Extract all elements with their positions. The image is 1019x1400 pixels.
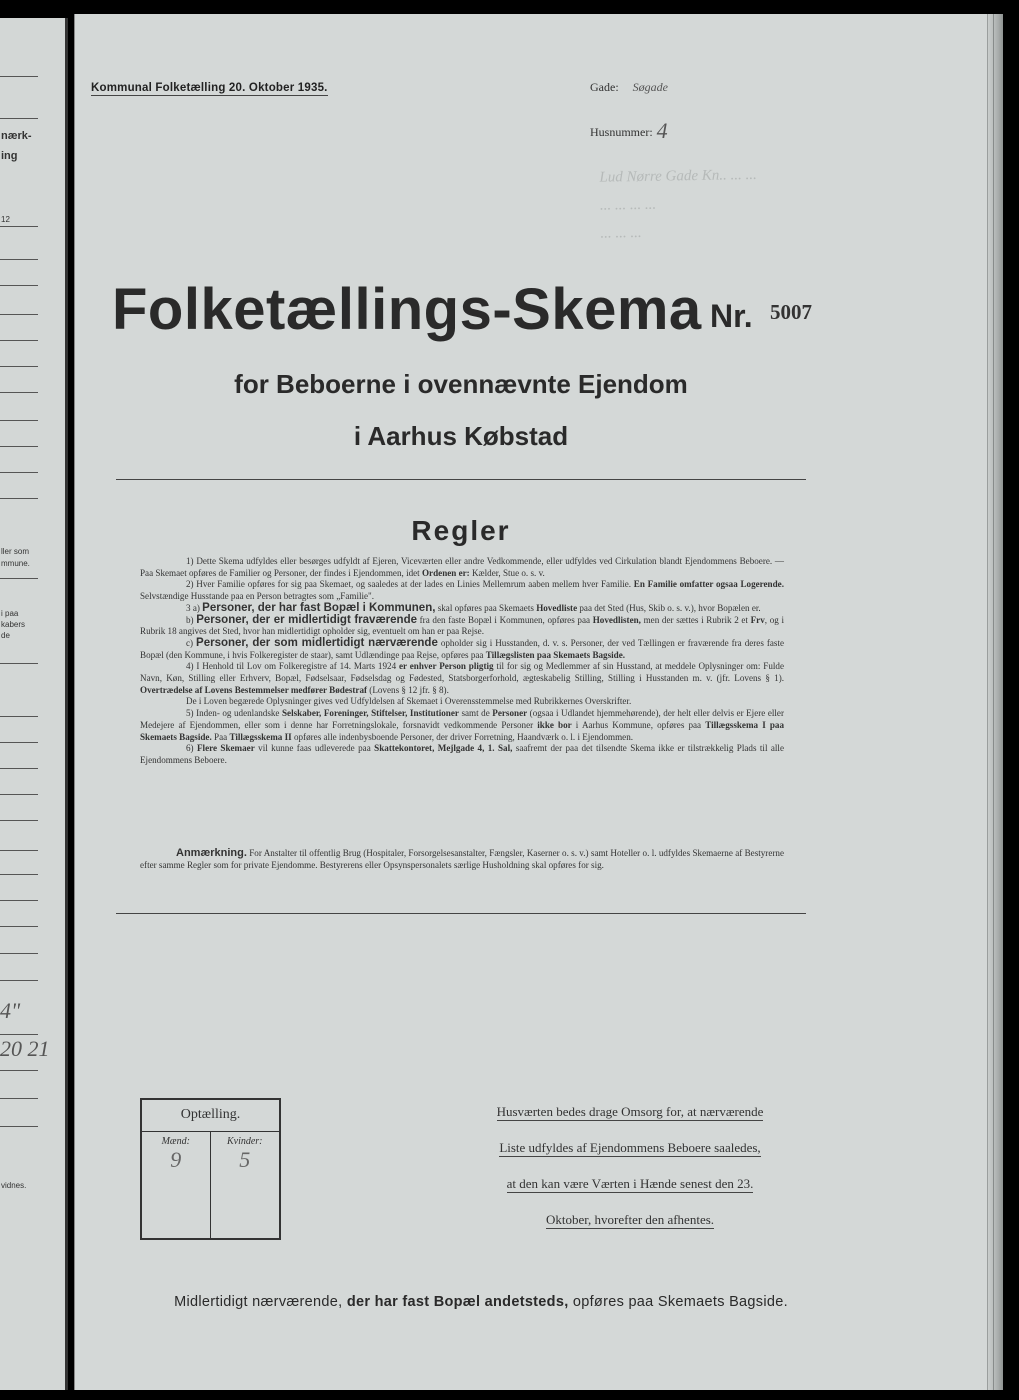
rule-text: samt de — [458, 708, 493, 719]
street-value: Søgade — [632, 80, 668, 94]
rule-emphasis: Overtrædelse af Lovens Bestemmelser medfører Bødestraf — [140, 684, 368, 695]
house-number-value: 4 — [656, 118, 668, 143]
form-number-label: Nr. — [710, 298, 753, 334]
rule-4-note — [140, 696, 784, 708]
margin-rule — [0, 1126, 38, 1127]
notice-line — [440, 1102, 820, 1138]
margin-rule — [0, 716, 38, 717]
margin-rule — [0, 1034, 38, 1035]
margin-rule — [0, 498, 38, 499]
rule-text: 3 a) — [186, 602, 203, 613]
census-date-line: Kommunal Folketælling 20. Oktober 1935. — [91, 82, 328, 94]
rule-text: 2) Hver Familie opføres for sig paa Skemaet, og saaledes at der lades en Linies Mellemrum aaben mellem hver Familie. — [186, 579, 634, 590]
margin-rule — [0, 980, 38, 981]
notice-text: Oktober, hvorefter den afhentes. — [545, 1212, 715, 1227]
house-number-label: Husnummer: — [590, 125, 653, 139]
rule-emphasis: ikke bor — [537, 719, 572, 730]
rule-text: b) — [186, 614, 197, 625]
notice-text: Liste udfyldes af Ejendommens Beboere saaledes, — [499, 1140, 761, 1155]
rule-text: vil kunne faas udleverede paa — [254, 743, 375, 754]
rule-1 — [140, 556, 784, 579]
rule-text: 1) Dette Skema udfyldes eller besørges udfyldt af Ejeren, Viceværten eller andre Vedkommende, eller udfyldes ved Cirkulation blandt Ejendommens Beboere. — Paa Skemaet opføres de Familier og Personer, der findes i Ejendommen, idet — [140, 556, 784, 578]
margin-label: nærk- — [1, 130, 32, 142]
footer-note — [116, 1294, 846, 1310]
margin-label: ing — [1, 150, 18, 162]
margin-rule — [0, 118, 38, 119]
rule-emphasis: Hovedlisten, — [592, 614, 641, 625]
rule-text: til for sig og Medlemmer af sin Husstand, at meddele Oplysninger om: Fulde Navn, Køn, Stilling eller Erhverv, Bopæl, Fødselsaar, Fødselsdag og Fødested, Statsborgerforhold, ægteskabelig Stilling, Stilling i Husstanden m. v. (jfr. Lovens § 1). — [140, 661, 784, 684]
margin-rule — [0, 1070, 38, 1071]
rule-emphasis: Frv — [750, 614, 765, 625]
faint-bleedthrough-text — [599, 156, 1019, 253]
margin-rule — [0, 285, 38, 286]
rule-text: Paa — [211, 731, 230, 742]
margin-rule — [0, 926, 38, 927]
margin-rule — [0, 366, 38, 367]
women-count-label: Kvinder: — [226, 1136, 263, 1147]
footer-text: Midlertidigt nærværende, — [174, 1294, 347, 1310]
margin-rule — [0, 314, 38, 315]
margin-label: kabers — [1, 620, 26, 629]
rule-heading-text: Personer, der har fast Bopæl i Kommunen, — [202, 601, 436, 614]
footer-emphasis: der har fast Bopæl andetsteds, — [346, 1294, 569, 1310]
faint-line: ... ... ... — [600, 224, 642, 242]
house-number-field — [590, 118, 668, 144]
rule-emphasis: Tillægslisten paa Skemaets Bagside. — [485, 649, 626, 660]
rule-emphasis: Skattekontoret, Mejlgade 4, 1. Sal, — [374, 743, 513, 754]
margin-label: mmune. — [1, 559, 30, 568]
rule-text: fra den faste Bopæl i Kommunen, opføres paa — [417, 614, 593, 625]
notice-line — [440, 1174, 820, 1210]
rule-text: 6) — [186, 743, 197, 754]
rule-text: opholder sig i Husstanden, d. v. s. Personer, der ved Tællingen er fraværende fra deres faste Bopæl (den Kommune, i hvis Folkeregister de staar), samt Udlændinge paa Rejse, opføres paa — [140, 637, 785, 660]
rule-text: paa det Sted (Hus, Skib o. s. v.), hvor Bopælen er. — [577, 602, 761, 613]
margin-handwriting: 4" — [0, 998, 21, 1023]
margin-rule — [0, 420, 38, 421]
women-count-cell — [211, 1132, 280, 1240]
margin-rule — [0, 794, 38, 795]
street-field — [590, 80, 668, 95]
rule-text: 4) I Henhold til Lov om Folkeregistre af 14. Marts 1924 — [186, 661, 399, 672]
street-label: Gade: — [590, 80, 619, 94]
rule-text: (ogsaa i Udlandet hjemmehørende), der helt eller delvis er Ejere eller Medejere af Ejendommen, eller som i denne har Forretningslokale, forsnavidt vedkommende Personer — [140, 708, 784, 730]
rule-text: opføres alle indenbysboende Personer, der driver Forretning, Haandværk o. l. i Ejendommen. — [291, 731, 634, 742]
rule-emphasis: Personer — [492, 708, 528, 719]
rule-2 — [140, 579, 784, 602]
margin-label: ller som — [1, 547, 30, 556]
margin-rule — [0, 768, 38, 769]
rule-emphasis: Hovedliste — [536, 602, 578, 613]
margin-label: 12 — [1, 215, 10, 224]
rule-text: skal opføres paa Skemaets — [435, 602, 537, 613]
women-count-value: 5 — [239, 1147, 251, 1172]
rules-heading: Regler — [411, 515, 511, 546]
rule-5 — [140, 708, 784, 743]
men-count-value: 9 — [170, 1147, 182, 1172]
rule-text: , og i Rubrik 18 angives det Sted, hvor han midlertidigt opholder sig, eventuelt om han er paa Rejse. — [140, 614, 784, 637]
men-count-label: Mænd: — [161, 1136, 190, 1147]
margin-rule — [0, 578, 38, 579]
faint-line: ... ... ... ... — [599, 196, 657, 214]
form-subtitle-city: i Aarhus Købstad — [353, 421, 569, 451]
rule-text: (Lovens § 12 jfr. § 8). — [367, 684, 449, 695]
margin-rule — [0, 226, 38, 227]
margin-rule — [0, 472, 38, 473]
rules-body — [140, 556, 784, 767]
rule-6 — [140, 743, 784, 766]
notice-text: at den kan være Værten i Hænde senest den 23. — [506, 1176, 754, 1191]
rule-text: men der sættes i Rubrik 2 et — [640, 614, 751, 625]
rule-text: saafremt der paa det tilsendte Skema ikke er tilstrækkelig Plads til alle Ejendommens Beboere. — [140, 743, 784, 765]
rule-emphasis: Flere Skemaer — [196, 743, 255, 754]
divider — [116, 913, 806, 914]
men-count-cell — [142, 1132, 211, 1240]
margin-rule — [0, 953, 38, 954]
divider — [116, 479, 806, 480]
rule-text: 5) Inden- og udenlandske — [186, 708, 282, 719]
left-facing-page — [0, 18, 68, 1390]
rule-emphasis: Tillægsskema II — [229, 731, 292, 742]
form-number-value: 5007 — [770, 300, 812, 324]
form-subtitle: for Beboerne i ovennævnte Ejendom — [234, 369, 688, 399]
margin-label: vidnes. — [1, 1181, 27, 1190]
margin-rule — [0, 663, 38, 664]
margin-rule — [0, 742, 38, 743]
rule-text: i Aarhus Kommune, opføres paa — [571, 719, 706, 730]
count-box-title: Optælling. — [142, 1100, 279, 1132]
margin-rule — [0, 340, 38, 341]
margin-rule — [0, 874, 38, 875]
rule-3c — [140, 638, 784, 661]
annotation-text: For Anstalter til offentlig Brug (Hospitaler, Forsorgelsesanstalter, Fængsler, Kaserner o. s. v.) samt Hoteller o. l. udfyldes Skemaerne af Bestyrerne efter samme Regler som for private Ejendomme. Bestyrerens eller Opsynspersonalets særlige Husholdning skal opføres for sig. — [140, 848, 784, 870]
notice-line — [440, 1138, 820, 1174]
margin-rule — [0, 1098, 38, 1099]
margin-rule — [0, 446, 38, 447]
margin-rule — [0, 850, 38, 851]
annotation-label: Anmærkning. — [176, 847, 247, 859]
margin-rule — [0, 392, 38, 393]
margin-rule — [0, 259, 38, 260]
rule-heading-text: Personer, der som midlertidigt nærværende — [196, 636, 438, 649]
faint-line: Lud Nørre Gade Kn.. ... ... — [599, 166, 757, 186]
rule-text: Kælder, Stue o. s. v. — [469, 567, 545, 578]
rule-text: c) — [186, 637, 197, 648]
annotation-note — [140, 848, 784, 871]
margin-rule — [0, 820, 38, 821]
rule-emphasis: Tillægsskema I paa Skemaets Bagside. — [140, 719, 784, 742]
rule-3b — [140, 615, 784, 638]
rule-emphasis: Selskaber, Foreninger, Stiftelser, Institutioner — [282, 708, 459, 719]
margin-label: i paa — [1, 609, 19, 618]
form-title: Folketællings-Skema — [112, 277, 702, 342]
rule-emphasis: Ordenen er: — [421, 567, 470, 578]
notice-text: Husværten bedes drage Omsorg for, at nærværende — [496, 1104, 764, 1119]
notice-line — [440, 1210, 820, 1246]
rule-emphasis: En Familie omfatter ogsaa Logerende. — [633, 579, 784, 590]
rule-text: Selvstændige Husstande paa en Person betragtes som „Familie". — [140, 591, 375, 602]
rule-emphasis: er enhver Person pligtig — [398, 661, 494, 672]
margin-handwriting: 20 21 — [0, 1036, 50, 1061]
margin-label: de — [1, 631, 10, 640]
rule-heading-text: Personer, der er midlertidigt fraværende — [196, 613, 417, 626]
rule-4 — [140, 661, 784, 696]
footer-text: opføres paa Skemaets Bagside. — [568, 1294, 788, 1310]
rule-text: De i Loven begærede Oplysninger gives ved Udfyldelsen af Skemaet i Overensstemmelse med Rubrikkernes Overskrifter. — [186, 696, 632, 707]
margin-rule — [0, 900, 38, 901]
count-box — [140, 1098, 281, 1240]
margin-rule — [0, 76, 38, 77]
landlord-notice — [440, 1102, 820, 1246]
